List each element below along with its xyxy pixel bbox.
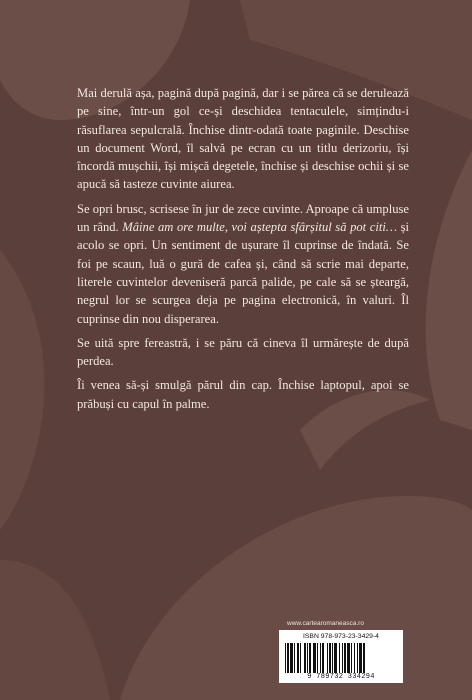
isbn-label: ISBN 978-973-23-3429-4 xyxy=(303,633,379,640)
barcode-bar xyxy=(351,643,352,673)
isbn-barcode xyxy=(279,630,403,683)
barcode-bar xyxy=(322,643,324,673)
barcode-bar xyxy=(294,643,295,673)
barcode-bar xyxy=(332,643,333,673)
barcode-bar xyxy=(327,643,328,673)
blurb-italic-quote: Mâine am ore multe, voi aștepta sfârșitul să pot citi… xyxy=(122,220,398,235)
barcode-bar xyxy=(342,643,343,673)
barcode-bar xyxy=(285,643,286,673)
blurb-paragraph: Îi venea să-și smulgă părul din cap. Închise laptopul, apoi se prăbuși cu capul în palme. xyxy=(77,378,409,411)
barcode-bar xyxy=(304,643,306,673)
barcode-bar xyxy=(307,643,308,673)
barcode-bar xyxy=(363,643,365,673)
barcode-bar xyxy=(339,643,340,673)
barcode-bar xyxy=(300,643,301,673)
publisher-url: www.cartearomaneasca.ro xyxy=(287,620,364,627)
barcode-bars xyxy=(285,643,397,673)
barcode-bar xyxy=(347,643,350,673)
barcode-bar xyxy=(357,643,358,673)
blurb-paragraph: Se uită spre fereastră, i se păru că cineva îl urmărește de după perdea. xyxy=(77,335,409,369)
back-cover-blurb xyxy=(77,84,409,413)
barcode-bar xyxy=(334,643,337,673)
barcode-bar xyxy=(329,643,331,673)
barcode-bar xyxy=(287,643,289,673)
blurb-text: și acolo se opri. Un sentiment de ușurare îl cuprinse de îndată. Se foi pe scaun, luă o gură de cafea și, când să scrie mai departe, literele cuvintelor deveniseră parcă palide, pe cale să se șteargă, negrul lor se scurgea deja pe pagina electronică, în valuri. Îl cuprinse din nou disperarea. xyxy=(77,220,409,326)
barcode-bar xyxy=(309,643,311,673)
barcode-bar xyxy=(344,643,346,673)
barcode-bar xyxy=(290,643,293,673)
blurb-paragraph xyxy=(77,200,409,328)
barcode-bar xyxy=(297,643,299,673)
barcode-bar xyxy=(317,643,318,673)
barcode-number: 9 789732 334294 xyxy=(307,673,375,681)
blurb-text: Se opri brusc, scrisese în jur de zece cuvinte. Aproape că umpluse un rând. xyxy=(77,201,409,235)
barcode-bar xyxy=(359,643,362,673)
barcode-bar xyxy=(320,643,321,673)
barcode-bar xyxy=(313,643,316,673)
blurb-paragraph: Mai derulă așa, pagină după pagină, dar i se părea că se derulează pe sine, într-un gol ce-și deschidea tentaculele, simțindu-i răsuflarea sepulcrală. Închise dintr-odată toate paginile. Deschise un document Word, îl salvă pe ecran cu un titlu derizoriu, își încordă mușchii, își mișcă degetele, închise și deschise ochii și se apucă să tasteze cuvinte aiurea. xyxy=(77,86,409,192)
barcode-bar xyxy=(354,643,355,673)
